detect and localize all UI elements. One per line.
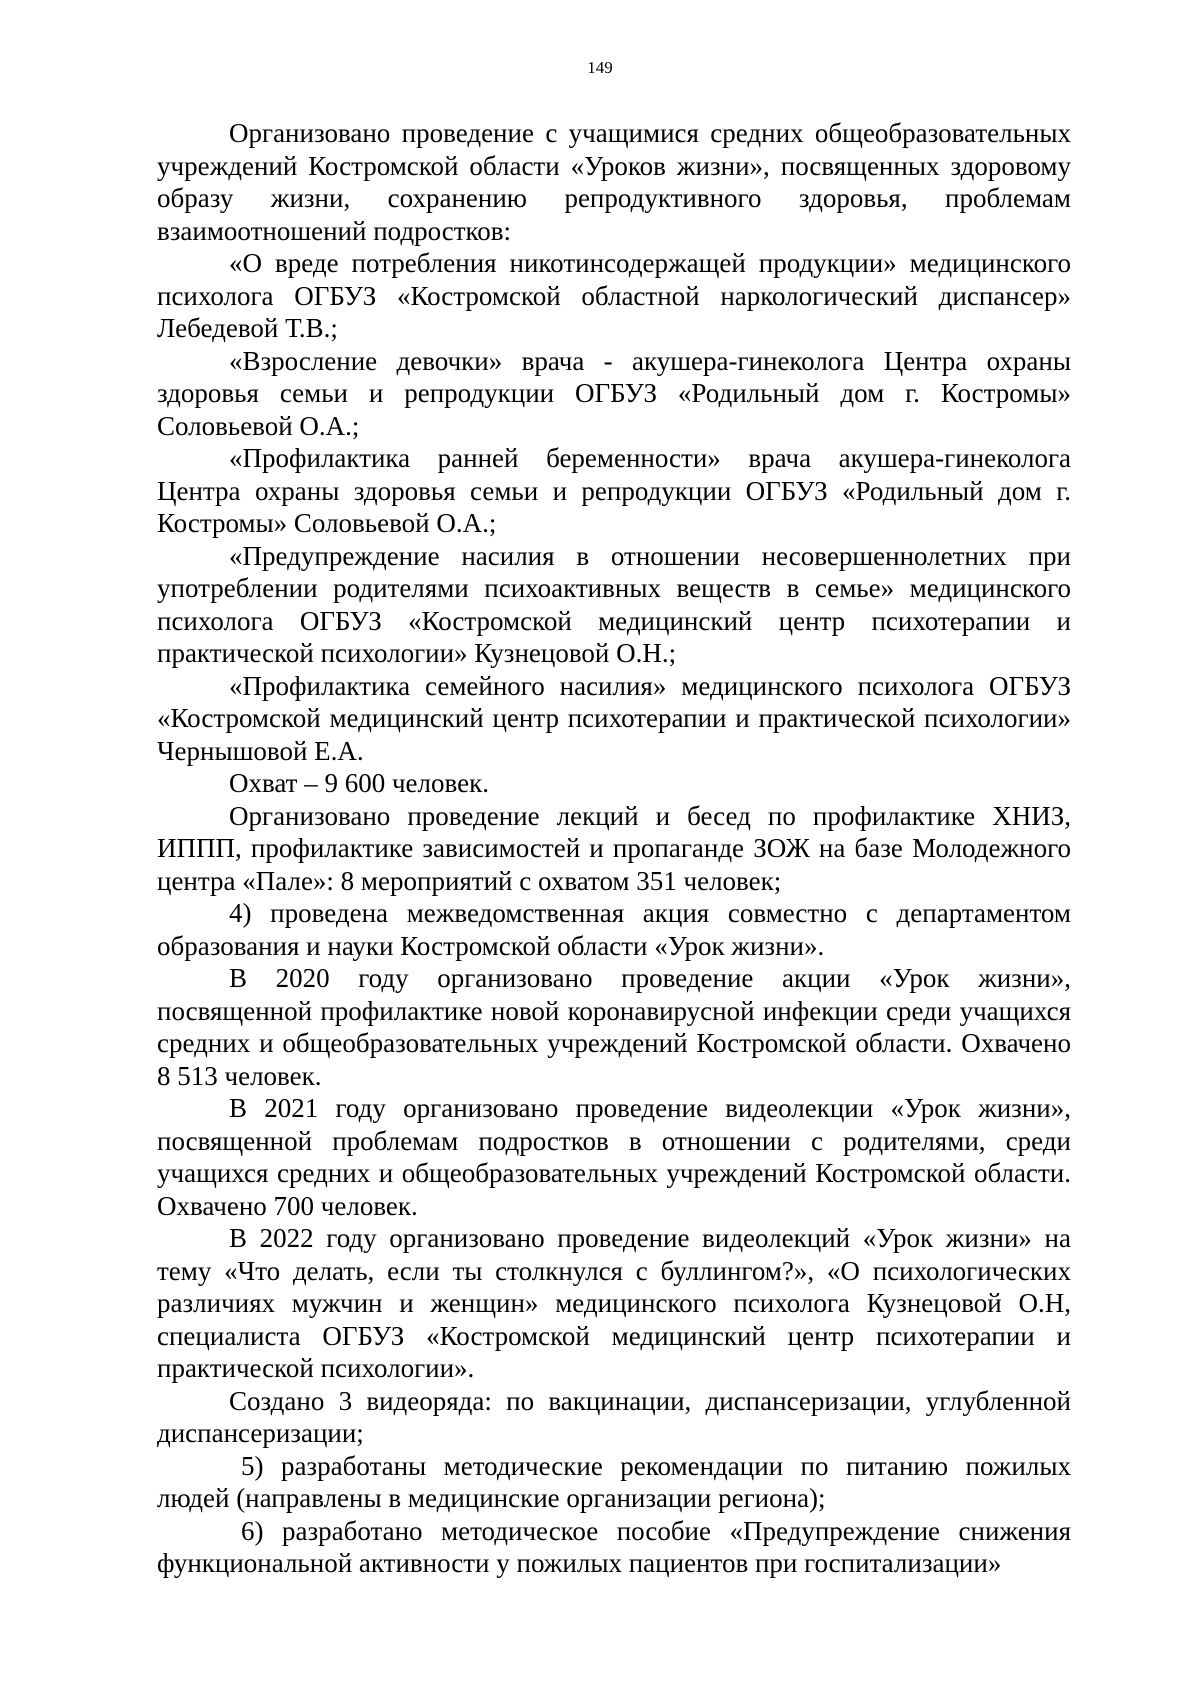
paragraph: Организовано проведение лекций и бесед по профилактике ХНИЗ, ИППП, профилактике зависимостей и пропаганде ЗОЖ на базе Молодежного центра «Пале»: 8 мероприятий с охватом 351 человек; — [157, 800, 1071, 896]
paragraph: 4) проведена межведомственная акция совместно с департаментом образования и науки Костромской области «Урок жизни». — [157, 898, 1071, 961]
paragraph: В 2021 году организовано проведение видеолекции «Урок жизни», посвященной проблемам подростков в отношении с родителями, среди учащихся средних и общеобразовательных учреждений Костромской области. Охвачено 700 человек. — [157, 1093, 1071, 1221]
paragraph: Охват – 9 600 человек. — [229, 768, 489, 798]
paragraph: В 2020 году организовано проведение акции «Урок жизни», посвященной профилактике новой коронавирусной инфекции среди учащихся средних и общеобразовательных учреждений Костромской области. Охвачено 8 513 человек. — [157, 963, 1071, 1091]
document-body — [157, 117, 1071, 1580]
paragraph: «Взросление девочки» врача - акушера-гинеколога Центра охраны здоровья семьи и репродукции ОГБУЗ «Родильный дом г. Костромы» Соловьевой О.А.; — [157, 345, 1071, 441]
paragraph: «Профилактика семейного насилия» медицинского психолога ОГБУЗ «Костромской медицинский центр психотерапии и практической психологии» Чернышовой Е.А. — [157, 670, 1071, 766]
page-number: 149 — [587, 58, 613, 77]
paragraph: «О вреде потребления никотинсодержащей продукции» медицинского психолога ОГБУЗ «Костромской областной наркологический диспансер» Лебедевой Т.В.; — [157, 248, 1071, 343]
paragraph: «Профилактика ранней беременности» врача акушера-гинеколога Центра охраны здоровья семьи и репродукции ОГБУЗ «Родильный дом г. Костромы» Соловьевой О.А.; — [157, 443, 1071, 538]
paragraph: В 2022 году организовано проведение видеолекций «Урок жизни» на тему «Что делать, если ты столкнулся с буллингом?», «О психологических различиях мужчин и женщин» медицинского психолога Кузнецовой О.Н, специалиста ОГБУЗ «Костромской медицинский центр психотерапии и практической психологии». — [157, 1223, 1071, 1383]
paragraph: Организовано проведение с учащимися средних общеобразовательных учреждений Костромской области «Уроков жизни», посвященных здоровому образу жизни, сохранению репродуктивного здоровья, проблемам взаимоотношений подростков: — [157, 118, 1071, 246]
paragraph: Создано 3 видеоряда: по вакцинации, диспансеризации, углубленной диспансеризации; — [157, 1385, 1071, 1448]
paragraph: 5) разработаны методические рекомендации по питанию пожилых людей (направлены в медицинские организации региона); — [157, 1450, 1071, 1513]
paragraph: «Предупреждение насилия в отношении несовершеннолетних при употреблении родителями психоактивных веществ в семье» медицинского психолога ОГБУЗ «Костромской медицинский центр психотерапии и практической психологии» Кузнецовой О.Н.; — [157, 540, 1071, 668]
paragraph: 6) разработано методическое пособие «Предупреждение снижения функциональной активности у пожилых пациентов при госпитализации» — [157, 1515, 1071, 1578]
